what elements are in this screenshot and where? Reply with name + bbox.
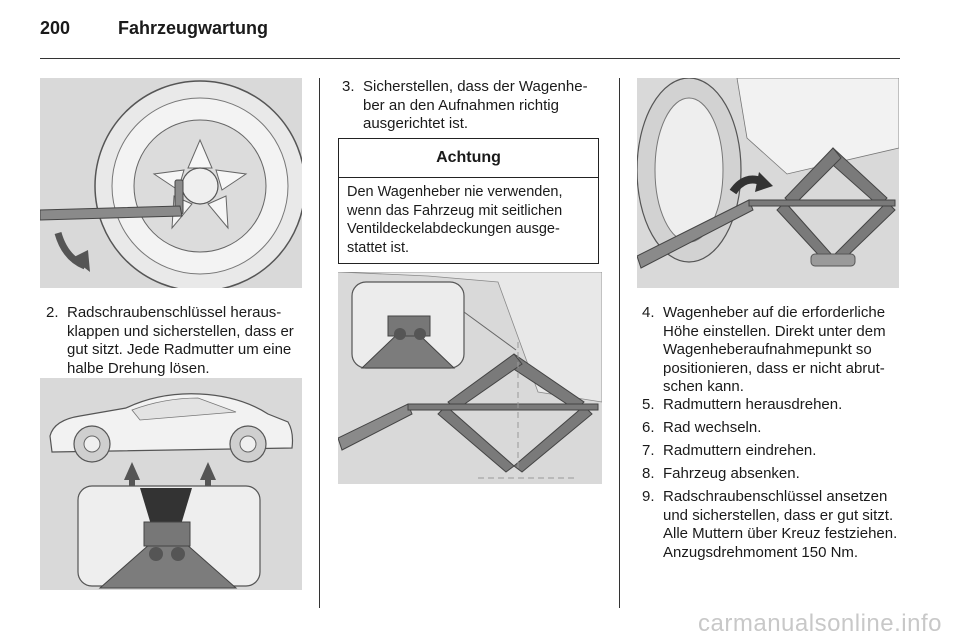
- figure-wheel-wrench: [40, 78, 302, 288]
- step-5-number: 5.: [642, 396, 655, 413]
- step-3-number: 3.: [342, 78, 355, 95]
- figure-car-raised: [637, 78, 899, 288]
- step-2-text: Radschraubenschlüssel herausklappen und sicherstellen, dass er gut sitzt. Jede Radmutter um eine halbe Drehung lösen.: [67, 304, 294, 377]
- column-divider-right: [619, 78, 620, 608]
- step-6: [642, 419, 904, 438]
- step-4-number: 4.: [642, 304, 655, 321]
- watermark: carmanualsonline.info: [698, 610, 942, 637]
- step-3-text: Sicherstellen, dass der Wagenheber an den Aufnahmen richtig ausgerichtet ist.: [363, 78, 588, 132]
- caution-box: [338, 138, 599, 264]
- step-3: [342, 78, 604, 134]
- column-divider-left: [319, 78, 320, 608]
- page-title: Fahrzeugwartung: [118, 18, 269, 38]
- step-2-number: 2.: [46, 304, 59, 321]
- step-9: [642, 488, 904, 562]
- caution-heading: Achtung: [339, 139, 598, 178]
- step-7-text: Radmuttern eindrehen.: [663, 442, 817, 459]
- jack-handle-shape: [338, 404, 412, 450]
- step-6-number: 6.: [642, 419, 655, 436]
- page-number: 200: [40, 18, 71, 38]
- step-9-number: 9.: [642, 488, 655, 505]
- scissor-jack-shape: [749, 148, 895, 262]
- step-4-text: Wagenheber auf die erforderliche Höhe einstellen. Direkt unter dem Wagenheberaufnahmepunkt so positionieren, dass er nicht abrutschen kann.: [663, 304, 886, 395]
- step-7-number: 7.: [642, 442, 655, 459]
- step-2: [46, 304, 304, 378]
- step-4: [642, 304, 904, 397]
- figure-car-jack-points: [40, 378, 302, 590]
- step-8: [642, 465, 904, 484]
- step-5: [642, 396, 904, 415]
- step-5-text: Radmuttern herausdrehen.: [663, 396, 843, 413]
- figure-jack-alignment: [338, 272, 602, 484]
- step-8-number: 8.: [642, 465, 655, 482]
- step-8-text: Fahrzeug absenken.: [663, 465, 800, 482]
- step-7: [642, 442, 904, 461]
- caution-text: Den Wagenheber nie verwenden, wenn das Fahrzeug mit seitlichen Ventildeckelabdeckungen ausgestattet ist.: [347, 184, 563, 256]
- step-9-text: Radschraubenschlüssel ansetzen und sicherstellen, dass er gut sitzt. Alle Muttern über Kreuz festziehen. Anzugsdrehmoment 150 Nm.: [663, 488, 898, 561]
- step-6-text: Rad wechseln.: [663, 419, 762, 436]
- header-rule: [40, 58, 900, 59]
